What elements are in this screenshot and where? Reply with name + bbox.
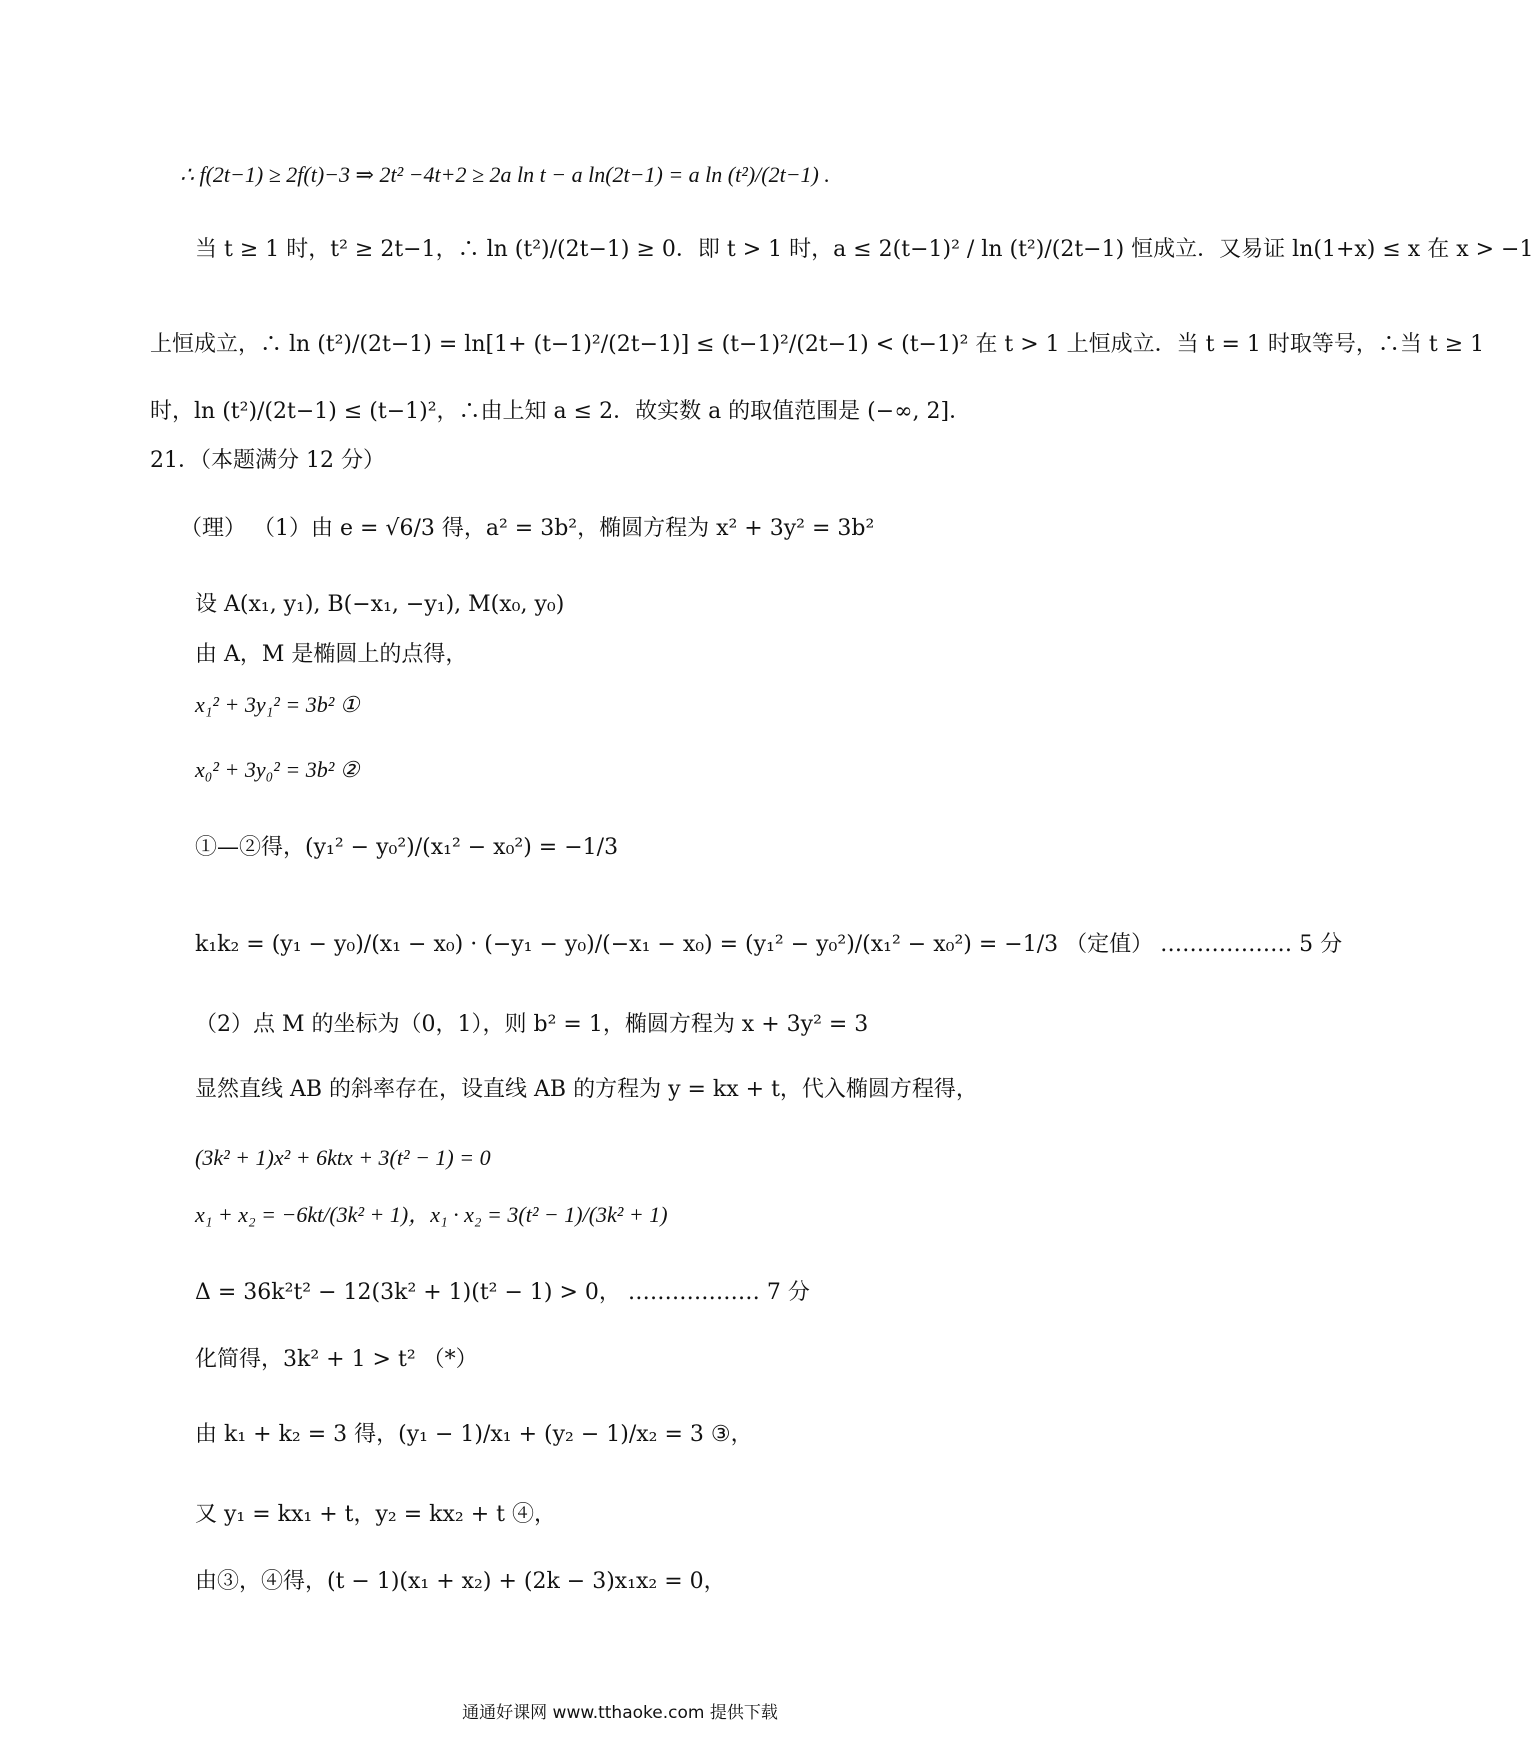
line-11: ①—②得，(y₁² − y₀²)/(x₁² − x₀²) = −1/3 bbox=[195, 835, 619, 860]
line-19: 由 k₁ + k₂ = 3 得，(y₁ − 1)/x₁ + (y₂ − 1)/x₂ = 3 ③， bbox=[195, 1422, 753, 1447]
line-9: x₁² + 3y₁² = 3b² ① bbox=[195, 692, 360, 717]
line-5: 21．（本题满分 12 分） bbox=[150, 448, 385, 473]
line-12: k₁k₂ = (y₁ − y₀)/(x₁ − x₀) · (−y₁ − y₀)/(−x₁ − x₀) = (y₁² − y₀²)/(x₁² − x₀²) = −1/3 （定值） ……………… 5 分 bbox=[195, 932, 1343, 957]
line-4: 时，ln (t²)/(2t−1) ≤ (t−1)²，∴由上知 a ≤ 2．故实数 a 的取值范围是 (−∞, 2]． bbox=[150, 399, 972, 424]
line-16: x₁ + x₂ = −6kt/(3k² + 1)，x₁ · x₂ = 3(t² − 1)/(3k² + 1) bbox=[195, 1202, 668, 1227]
line-2: 当 t ≥ 1 时，t² ≥ 2t−1，∴ ln (t²)/(2t−1) ≥ 0．即 t > 1 时，a ≤ 2(t−1)² / ln (t²)/(2t−1) 恒成立．又易证 ln(1+x) ≤ x 在 x > −1 bbox=[195, 237, 1533, 262]
line-17: Δ = 36k²t² − 12(3k² + 1)(t² − 1) > 0， ……………… 7 分 bbox=[195, 1280, 810, 1305]
line-10: x₀² + 3y₀² = 3b² ② bbox=[195, 757, 360, 782]
footer: 通通好课网 www.tthaoke.com 提供下载 bbox=[462, 1703, 778, 1723]
line-6: （理） （1）由 e = √6/3 得，a² = 3b²，椭圆方程为 x² + 3y² = 3b² bbox=[180, 516, 875, 541]
line-14: 显然直线 AB 的斜率存在，设直线 AB 的方程为 y = kx + t，代入椭圆方程得， bbox=[195, 1077, 978, 1102]
line-7: 设 A(x₁, y₁), B(−x₁, −y₁), M(x₀, y₀) bbox=[195, 592, 565, 617]
line-1: ∴ f(2t−1) ≥ 2f(t)−3 ⇒ 2t² −4t+2 ≥ 2a ln t − a ln(2t−1) = a ln (t²)/(2t−1) . bbox=[180, 162, 830, 187]
line-21: 由③，④得，(t − 1)(x₁ + x₂) + (2k − 3)x₁x₂ = 0， bbox=[195, 1569, 726, 1594]
line-3: 上恒成立，∴ ln (t²)/(2t−1) = ln[1+ (t−1)²/(2t−1)] ≤ (t−1)²/(2t−1) < (t−1)² 在 t > 1 上恒成立．当 t = 1 时取等号，∴当 t ≥ 1 bbox=[150, 332, 1485, 357]
line-20: 又 y₁ = kx₁ + t，y₂ = kx₂ + t ④， bbox=[195, 1502, 556, 1527]
line-15: (3k² + 1)x² + 6ktx + 3(t² − 1) = 0 bbox=[195, 1145, 491, 1170]
line-18: 化简得，3k² + 1 > t² （*） bbox=[195, 1347, 478, 1372]
line-8: 由 A，M 是椭圆上的点得， bbox=[195, 642, 468, 667]
line-13: （2）点 M 的坐标为（0，1），则 b² = 1，椭圆方程为 x + 3y² = 3 bbox=[195, 1012, 869, 1037]
